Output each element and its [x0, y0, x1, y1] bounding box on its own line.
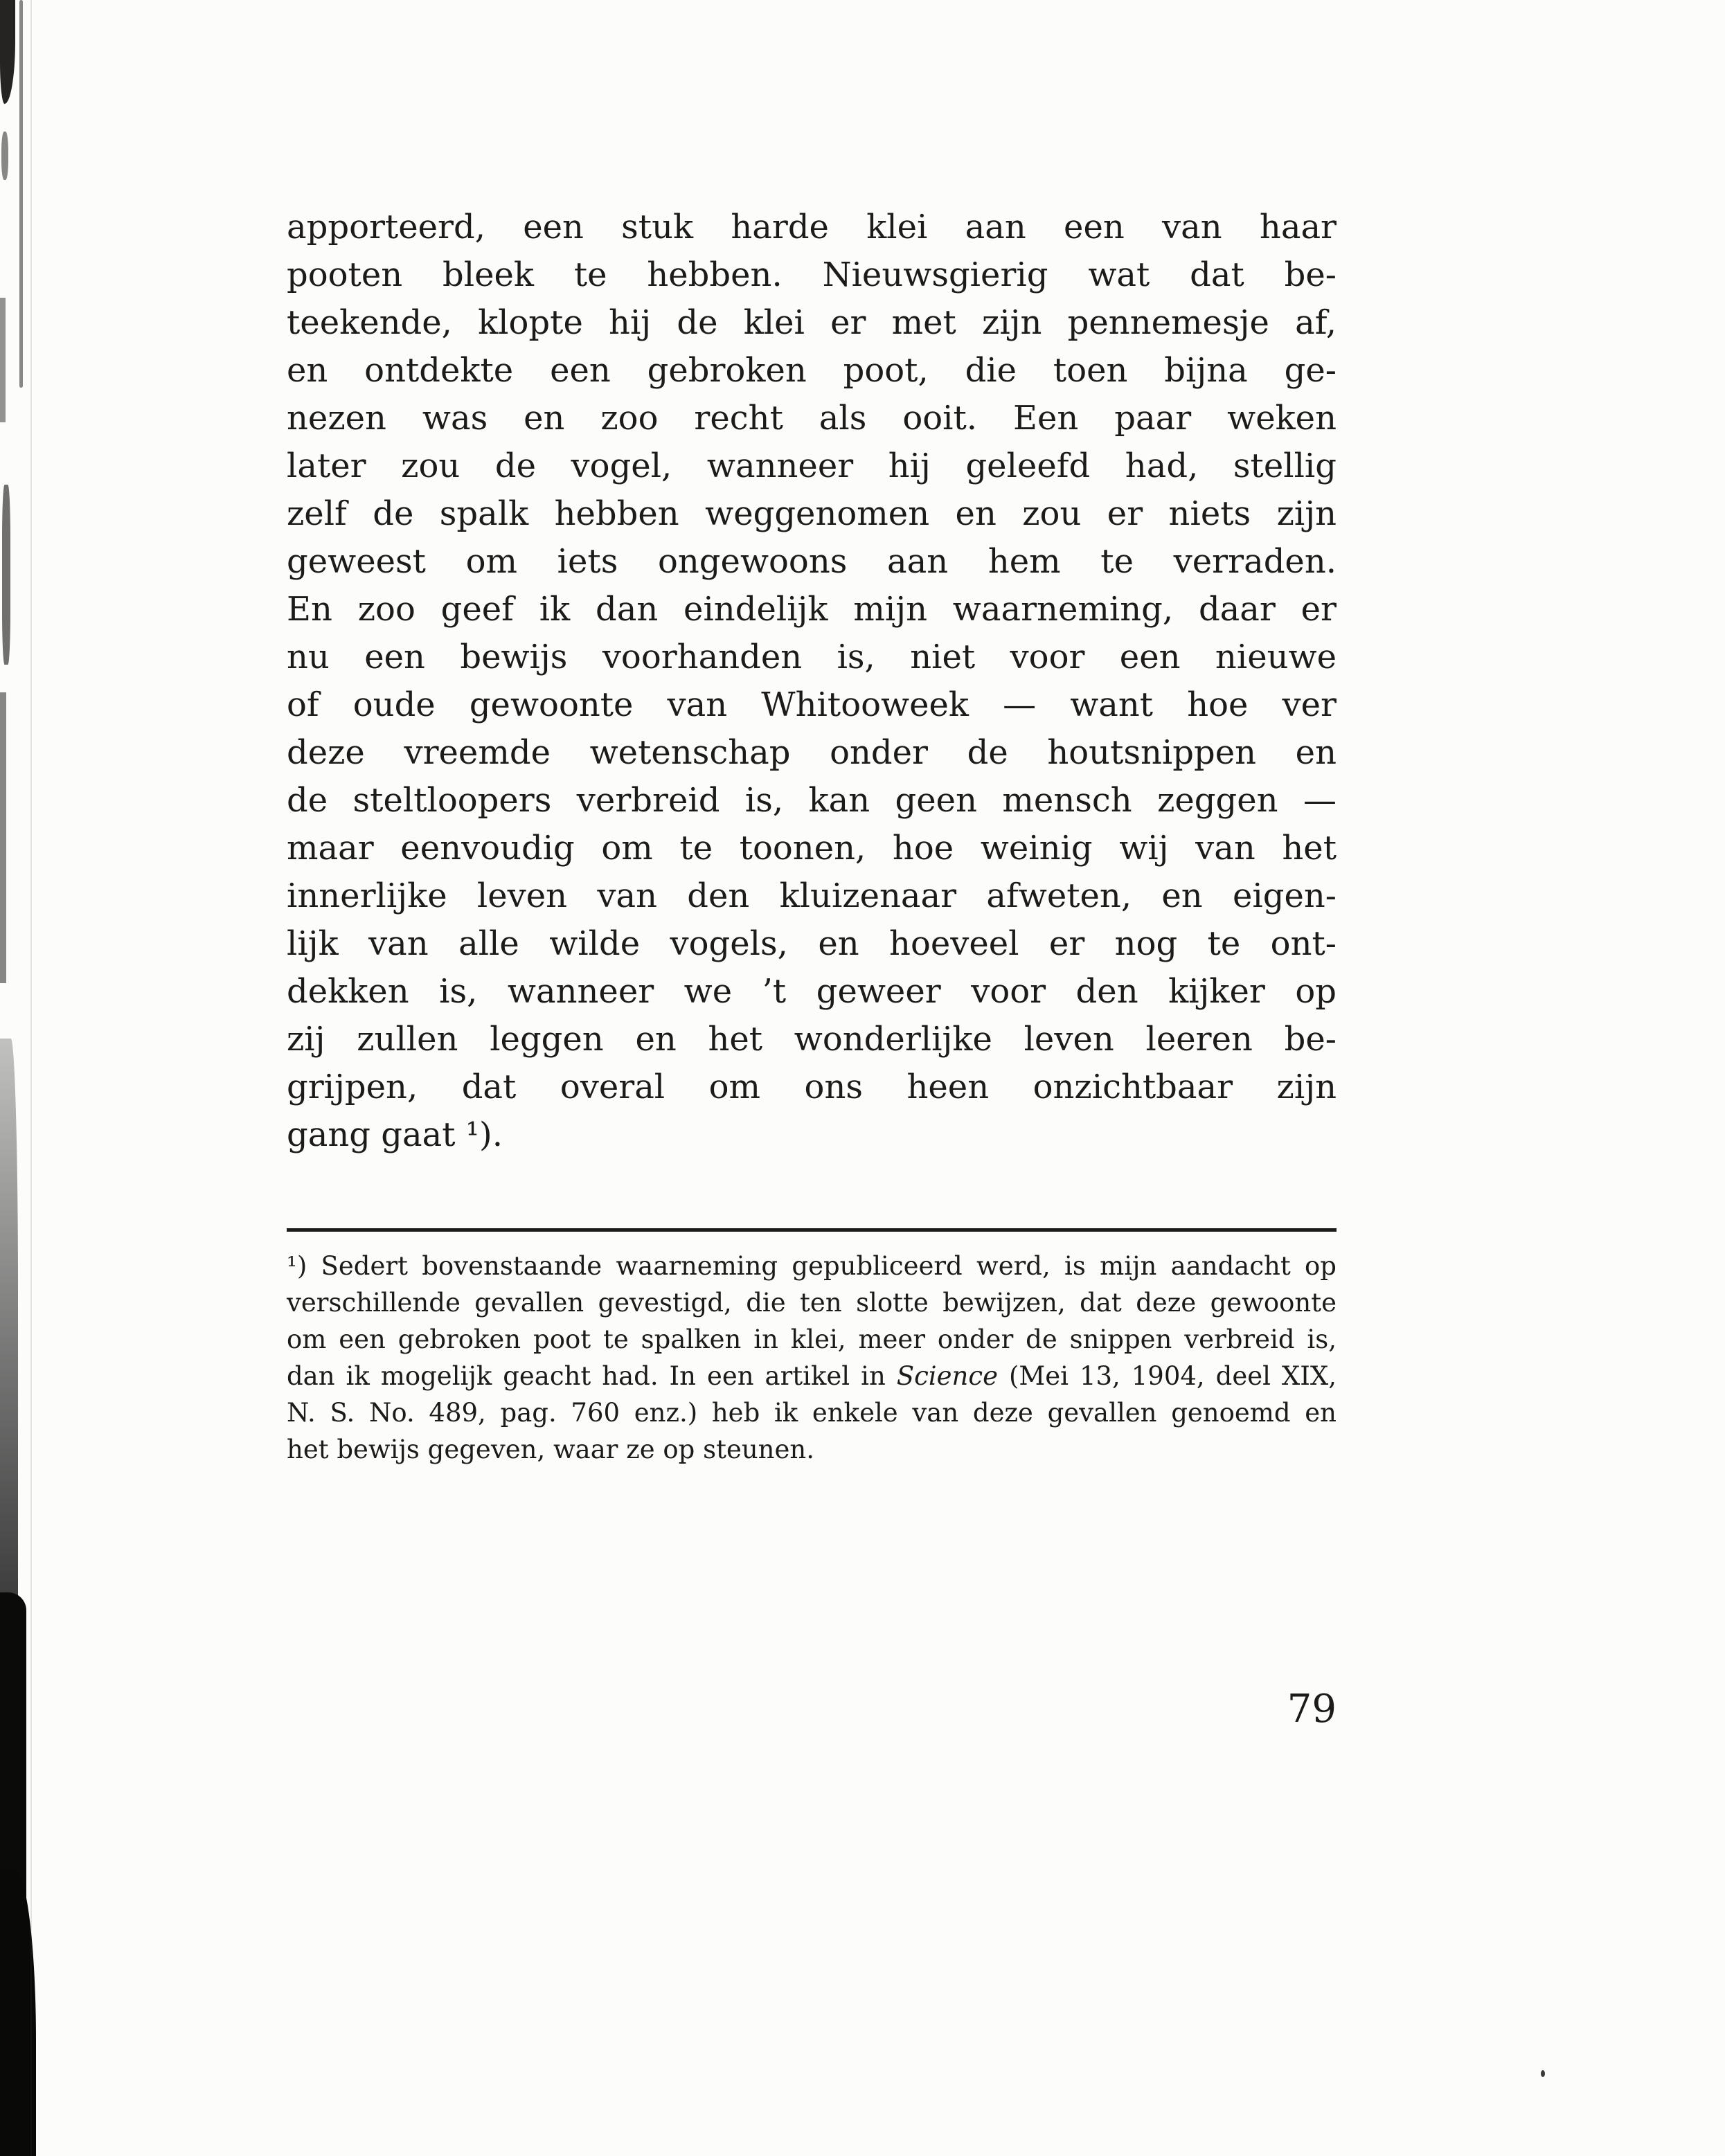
scan-artifact — [19, 0, 23, 388]
body-line: zelf de spalk hebben weggenomen en zou er niets zijn — [287, 494, 1337, 533]
body-line: zij zullen leggen en het wonderlijke leven leeren be- — [287, 1020, 1337, 1059]
scan-artifact — [2, 485, 10, 665]
page-number: 79 — [1287, 1687, 1337, 1732]
footnote-line — [287, 1358, 1337, 1394]
body-line: maar eenvoudig om te toonen, hoe weinig wij van het — [287, 829, 1337, 868]
footnote-line: verschillende gevallen gevestigd, die ten slotte bewijzen, dat deze gewoonte — [287, 1288, 1337, 1318]
body-line: nezen was en zoo recht als ooit. Een paar weken — [287, 399, 1337, 438]
body-line: innerlijke leven van den kluizenaar afweten, en eigen- — [287, 877, 1337, 915]
footnote-line: het bewijs gegeven, waar ze op steunen. — [287, 1435, 814, 1464]
scan-artifact — [0, 298, 6, 422]
body-line: of oude gewoonte van Whitooweek — want hoe ver — [287, 685, 1337, 724]
body-line: grijpen, dat overal om ons heen onzichtbaar zijn — [287, 1068, 1337, 1106]
body-line: en ontdekte een gebroken poot, die toen bijna ge- — [287, 351, 1337, 390]
body-line: En zoo geef ik dan eindelijk mijn waarneming, daar er — [287, 590, 1337, 629]
scan-artifact — [0, 1039, 18, 1662]
body-line: apporteerd, een stuk harde klei aan een van haar — [287, 208, 1337, 246]
footnote-line: ¹) Sedert bovenstaande waarneming gepubliceerd werd, is mijn aandacht op — [287, 1251, 1337, 1281]
footnote-line: om een gebroken poot te spalken in klei, meer onder de snippen verbreid is, — [287, 1324, 1337, 1354]
body-line: later zou de vogel, wanneer hij geleefd had, stellig — [287, 447, 1337, 485]
scan-speck — [1541, 2070, 1545, 2077]
footnote-journal-title: Science — [896, 1361, 998, 1391]
body-line: nu een bewijs voorhanden is, niet voor een nieuwe — [287, 638, 1337, 676]
body-line: deze vreemde wetenschap onder de houtsnippen en — [287, 733, 1337, 772]
scan-artifact — [0, 692, 6, 983]
body-line: de steltloopers verbreid is, kan geen mensch zeggen — — [287, 781, 1337, 820]
body-line: lijk van alle wilde vogels, en hoeveel er nog te ont- — [287, 924, 1337, 963]
scan-crease — [30, 0, 32, 2156]
body-line: geweest om iets ongewoons aan hem te verraden. — [287, 542, 1337, 581]
body-line: pooten bleek te hebben. Nieuwsgierig wat dat be- — [287, 255, 1337, 294]
body-line: teekende, klopte hij de klei er met zijn pennemesje af, — [287, 303, 1337, 342]
body-text — [287, 204, 1337, 1159]
body-line: dekken is, wanneer we ’t geweer voor den kijker op — [287, 972, 1337, 1011]
scan-artifact — [1, 132, 8, 180]
body-line: gang gaat ¹). — [287, 1115, 503, 1154]
footnote — [287, 1248, 1337, 1468]
footnote-text: dan ik mogelijk geacht had. In een artikel in — [287, 1361, 897, 1391]
footnote-text: (Mei 13, 1904, deel XIX, — [997, 1361, 1337, 1391]
footnote-line: N. S. No. 489, pag. 760 enz.) heb ik enkele van deze gevallen genoemd en — [287, 1398, 1337, 1428]
footnote-divider — [287, 1228, 1337, 1232]
scan-artifact — [0, 0, 15, 104]
